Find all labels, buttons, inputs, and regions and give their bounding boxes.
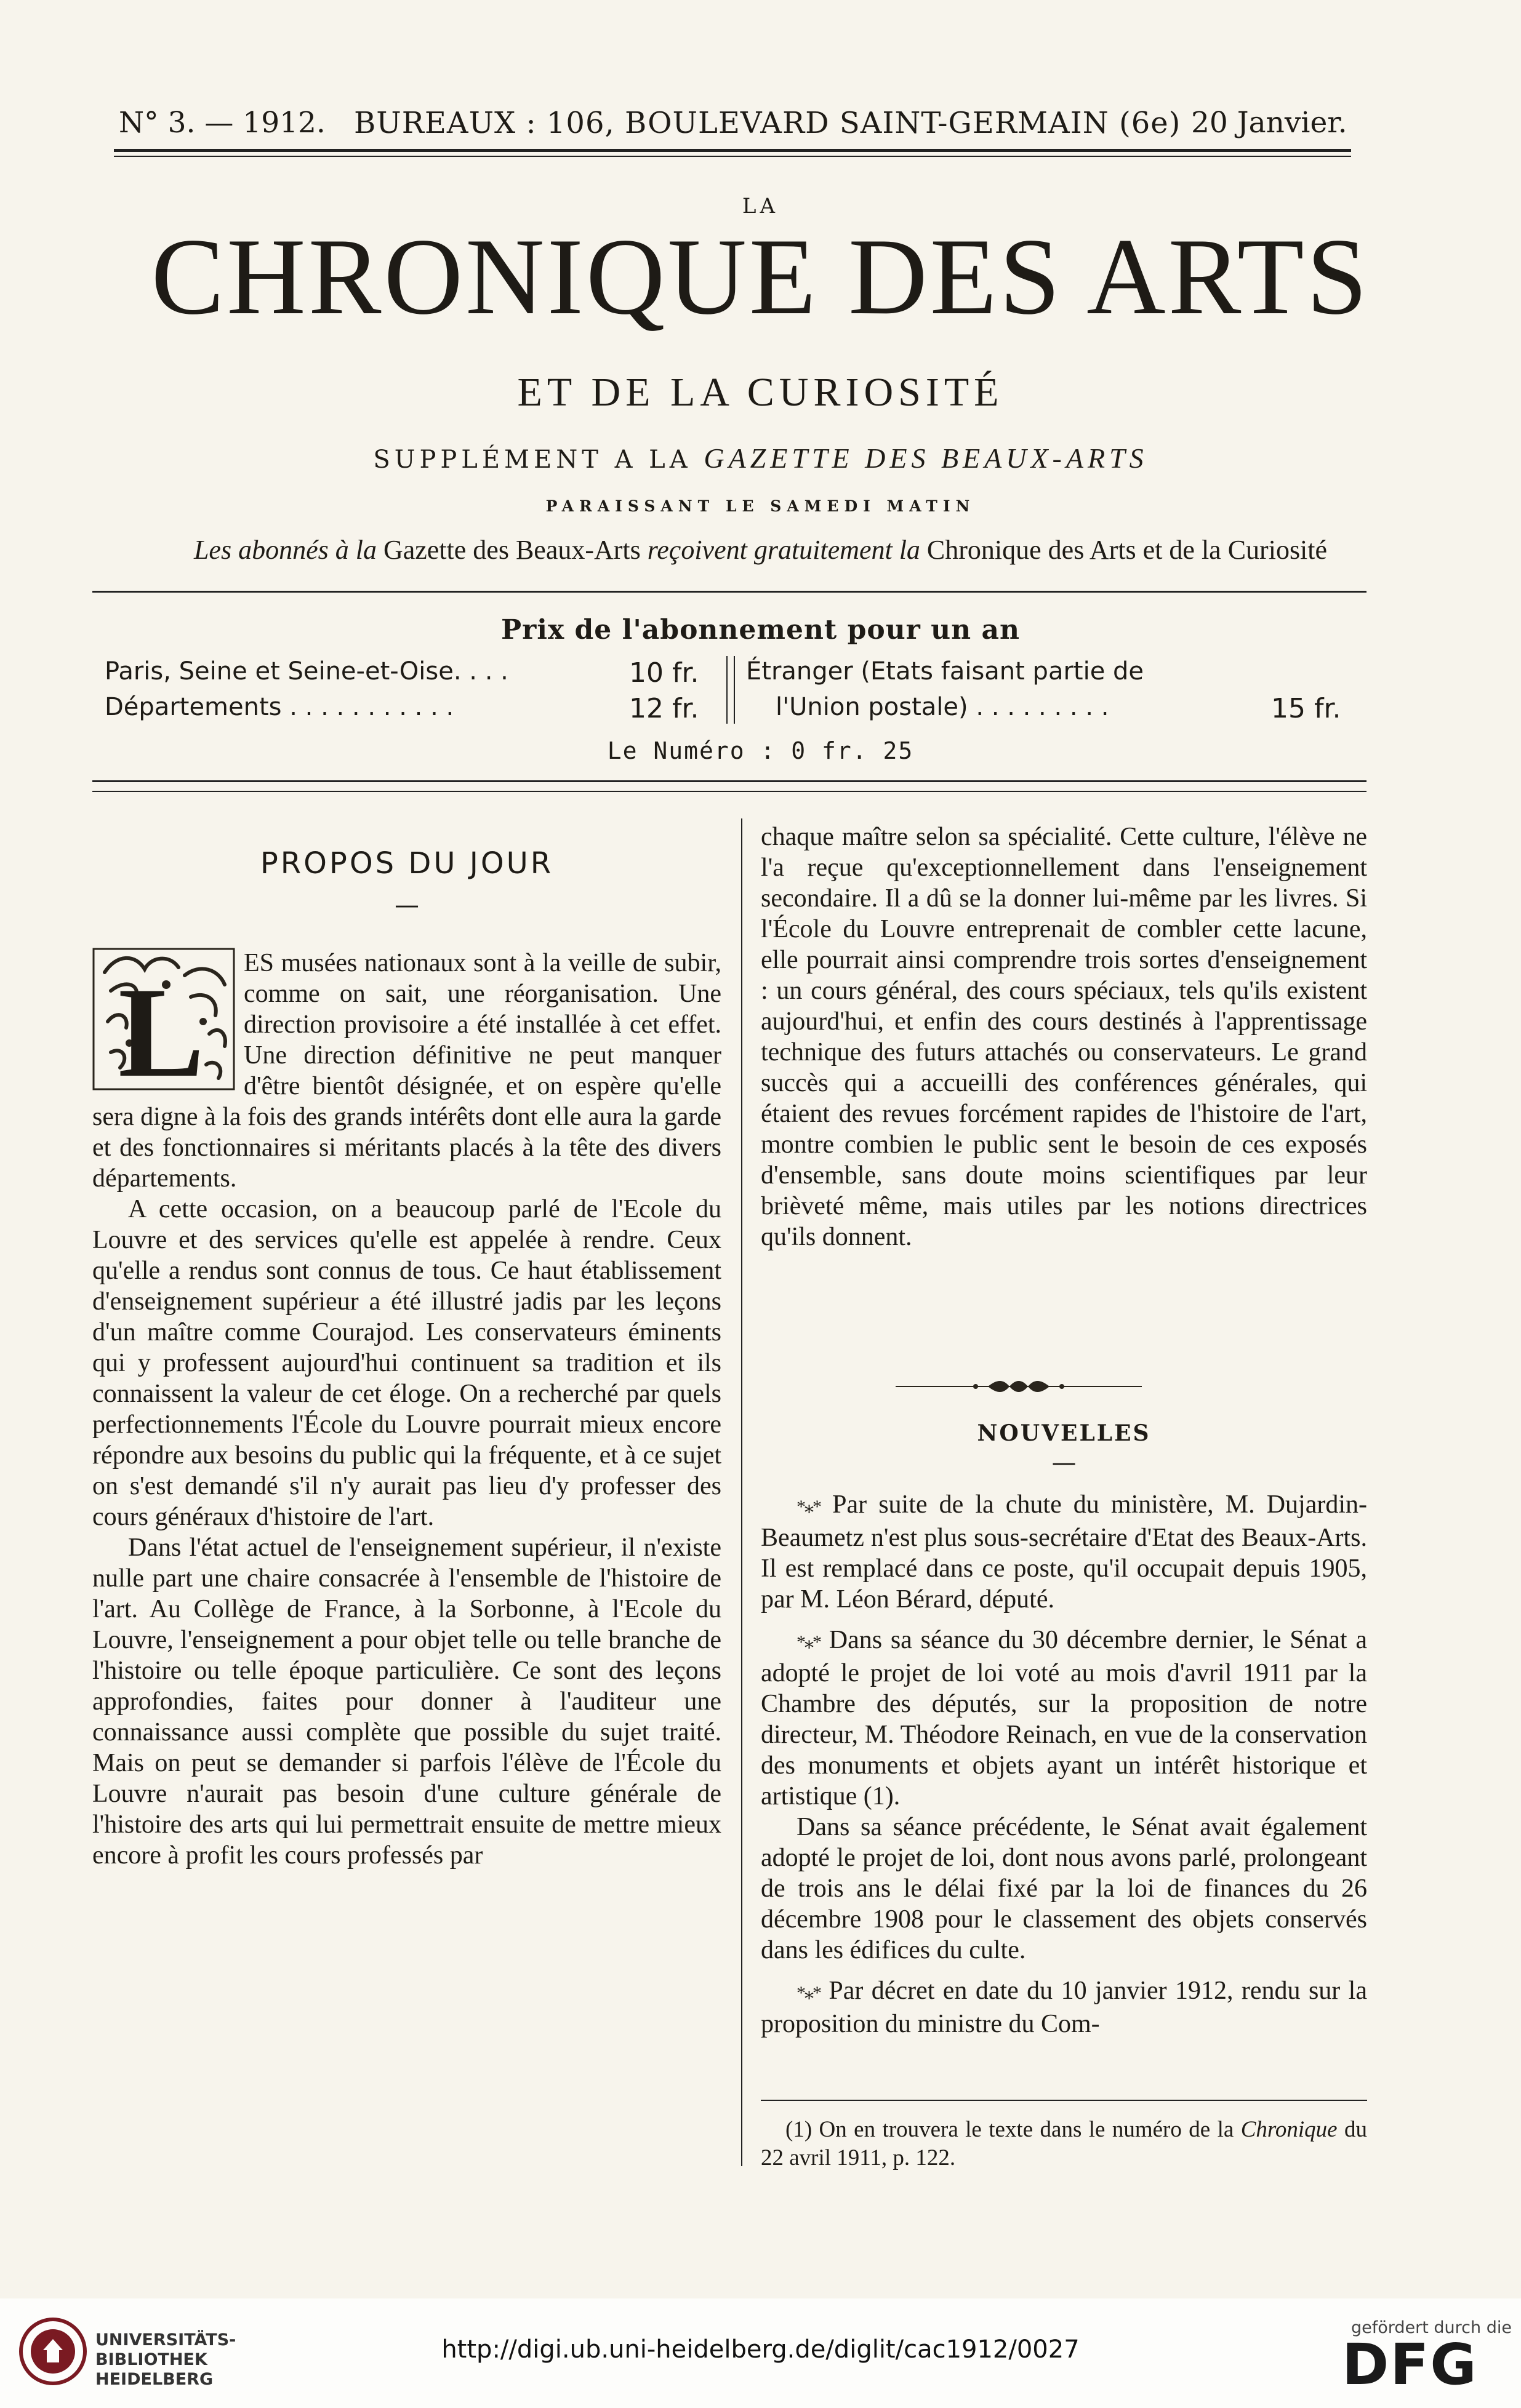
header-rule-thin bbox=[114, 156, 1351, 157]
masthead-rule bbox=[92, 591, 1366, 593]
propos-paragraph-3: Dans l'état actuel de l'enseignement supérieur, il n'existe nulle part une chaire consacrée à l'ensemble de l'histoire de l'art. Au Collège de France, à la Sorbonne, à l'Ecole du Louvre, l'enseignement a pour objet telle ou telle branche de l'histoire ou telle époque particulière. Ce sont des leçons approfondies, faites pour donner à l'auditeur une connaissance aussi complète que possible du sujet traité. Mais on peut se demander si parfois l'élève de l'École du Louvre n'aurait pas besoin d'une culture générale de l'histoire des arts qui lui permettrait ensuite de mettre mieux encore à profit les cours professés par bbox=[92, 1534, 721, 1870]
price-divider-right bbox=[734, 656, 735, 724]
university-line-1: UNIVERSITÄTS- bbox=[95, 2330, 236, 2350]
etranger-price: 15 fr. bbox=[1271, 693, 1341, 724]
nouvelles-title: NOUVELLES bbox=[977, 1420, 1151, 1446]
supplement-gazette: GAZETTE DES BEAUX-ARTS bbox=[704, 442, 1148, 474]
nouvelles-item-2 bbox=[761, 1625, 1367, 1812]
propos-column-right bbox=[761, 822, 1367, 1252]
asterism: *⁎* bbox=[797, 1497, 821, 1517]
nouvelles-item-2-text: Dans sa séance du 30 décembre dernier, le Sénat a adopté le projet de loi voté au mois d'avril 1911 par la Chambre des députés, sur la proposition de notre directeur, M. Théodore Reinach, en vue de la conservation des monuments et objets ayant un intérêt historique et artistique (1). bbox=[761, 1626, 1368, 1810]
price-divider-left bbox=[726, 656, 728, 724]
issue-number: N° 3. — 1912. bbox=[119, 106, 326, 140]
dfg-logo: DFG bbox=[1342, 2332, 1478, 2398]
propos-paragraph-2: A cette occasion, on a beaucoup parlé de l'Ecole du Louvre et des services qu'elle est appelée à rendre. Ceux qu'elle a rendus sont connus de tous. Ce haut établissement d'enseignement supérieur a été illustré jadis par les leçons d'un maître comme Courajod. Les conservateurs éminents qui y professent aujourd'hui continuent sa tradition et ils connaissent la valeur de cet éloge. On a recherché par quels perfectionnements l'École du Louvre pourrait mieux encore répondre aux besoins du public qui la fréquente, et à ce sujet on s'est demandé s'il n'y aurait pas lieu d'y professer des cours généraux d'histoire de l'art. bbox=[92, 1195, 721, 1531]
ornamental-dropcap bbox=[92, 948, 235, 1090]
issue-date: 20 Janvier. bbox=[1191, 106, 1347, 140]
paraissant-line: PARAISSANT LE SAMEDI MATIN bbox=[545, 497, 976, 515]
footnote-pre: (1) On en trouvera le texte dans le numéro de la bbox=[785, 2117, 1234, 2142]
nouvelles-item-3: Dans sa séance précédente, le Sénat avait également adopté le projet de loi, dont nous avons parlé, prolongeant de trois ans le délai fixé par la loi de finances du 26 décembre 1908 pour le classement des objets conservés dans les édifices du culte. bbox=[761, 1813, 1367, 1964]
footnote-chronique: Chronique bbox=[1240, 2117, 1338, 2142]
abonnes-part-2: Gazette des Beaux-Arts bbox=[383, 535, 641, 565]
abonnes-line bbox=[0, 534, 1521, 566]
university-line-3: HEIDELBERG bbox=[95, 2370, 214, 2389]
supplement-line bbox=[0, 442, 1521, 474]
nouvelles-item-4-text: Par décret en date du 10 janvier 1912, rendu sur la proposition du ministre du Com- bbox=[761, 1977, 1367, 2038]
paris-label: Paris, Seine et Seine-et-Oise. . . . bbox=[105, 657, 508, 686]
header-rule-thick bbox=[114, 149, 1351, 152]
abonnes-part-1: Les abonnés à la bbox=[193, 535, 377, 565]
footnote-rule bbox=[761, 2100, 1367, 2101]
paris-price: 10 fr. bbox=[629, 657, 699, 689]
propos-column-left bbox=[92, 948, 721, 1871]
nouvelles-item-4 bbox=[761, 1975, 1367, 2039]
bureaux-address: BUREAUX : 106, BOULEVARD SAINT-GERMAIN (6e) bbox=[354, 106, 1181, 140]
etranger-line-1: Étranger (Etats faisant partie de bbox=[746, 657, 1144, 686]
funding-note: gefördert durch die bbox=[1351, 2318, 1512, 2337]
nouvelles-item-1-text: Par suite de la chute du ministère, M. Dujardin-Beaumetz n'est plus sous-secrétaire d'Etat des Beaux-Arts. Il est remplacé dans ce poste, qu'il occupait depuis 1905, par M. Léon Bérard, député. bbox=[761, 1490, 1368, 1614]
dropcap-letter: L bbox=[118, 961, 205, 1090]
masthead-subtitle: ET DE LA CURIOSITÉ bbox=[517, 370, 1004, 415]
departements-label: Départements . . . . . . . . . . . bbox=[105, 693, 454, 721]
propos-paragraph-1: ES musées nationaux sont à la veille de subir, comme on sait, une réorganisation. Une direction provisoire a été installée à cet effet. Une direction définitive ne peut manquer d'être bientôt désignée, et on espère qu'elle sera digne à la fois des grands intérêts dont elle aura la garde et des fonctionnaires si méritants placés à la tête des divers départements. bbox=[92, 949, 721, 1193]
propos-paragraph-4: chaque maître selon sa spécialité. Cette culture, l'élève ne l'a reçue qu'exceptionnellement dans l'enseignement secondaire. Il a dû se la donner lui-même par les livres. Si l'École du Louvre entreprenait de combler cette lacune, elle pourrait ainsi comprendre trois sortes d'enseignement : un cours général, des cours spéciaux, tels qu'ils existent aujourd'hui, et enfin des cours destinés à l'apprentissage technique des futurs attachés ou conservateurs. Le grand succès qui a accueilli des conférences générales, qui étaient des revues forcément rapides de l'histoire de l'art, montre combien le public sent le besoin de ces exposés d'ensemble, sans doute moins scientifiques par leur brièveté même, mais utiles par les notions directrices qu'ils donnent. bbox=[761, 823, 1367, 1251]
masthead-la: LA bbox=[742, 194, 779, 218]
abonnes-part-3: reçoivent gratuitement la bbox=[647, 535, 920, 565]
supplement-prefix: SUPPLÉMENT A LA bbox=[373, 446, 692, 474]
footnote-text bbox=[761, 2116, 1367, 2172]
departements-price: 12 fr. bbox=[629, 693, 699, 724]
propos-dash: — bbox=[395, 891, 419, 919]
propos-title: PROPOS DU JOUR bbox=[260, 846, 554, 881]
prices-title: Prix de l'abonnement pour un an bbox=[501, 614, 1020, 646]
abonnes-part-4: Chronique des Arts et de la Curiosité bbox=[926, 535, 1328, 565]
nouvelles-item-1 bbox=[761, 1489, 1367, 1615]
footnote-post: du 22 avril 1911, p. 122. bbox=[761, 2117, 1368, 2170]
digitization-footer bbox=[0, 2298, 1521, 2408]
prices-rule-2 bbox=[92, 791, 1366, 792]
nouvelles-items bbox=[761, 1489, 1367, 2039]
nouvelles-dash: — bbox=[1051, 1449, 1077, 1477]
numero-price: Le Numéro : 0 fr. 25 bbox=[607, 737, 914, 764]
source-url-link[interactable]: http://digi.ub.uni-heidelberg.de/diglit/cac1912/0027 bbox=[441, 2335, 1080, 2364]
ornamental-divider bbox=[896, 1377, 1142, 1396]
etranger-line-2: l'Union postale) . . . . . . . . . bbox=[776, 693, 1109, 721]
masthead-title: CHRONIQUE DES ARTS bbox=[151, 215, 1370, 337]
asterism: *⁎* bbox=[797, 1632, 821, 1652]
prices-rule-1 bbox=[92, 780, 1366, 782]
university-line-2: BIBLIOTHEK bbox=[95, 2350, 207, 2369]
footnote bbox=[761, 2116, 1367, 2172]
asterism: *⁎* bbox=[797, 1983, 821, 2003]
column-separator bbox=[741, 818, 742, 2166]
